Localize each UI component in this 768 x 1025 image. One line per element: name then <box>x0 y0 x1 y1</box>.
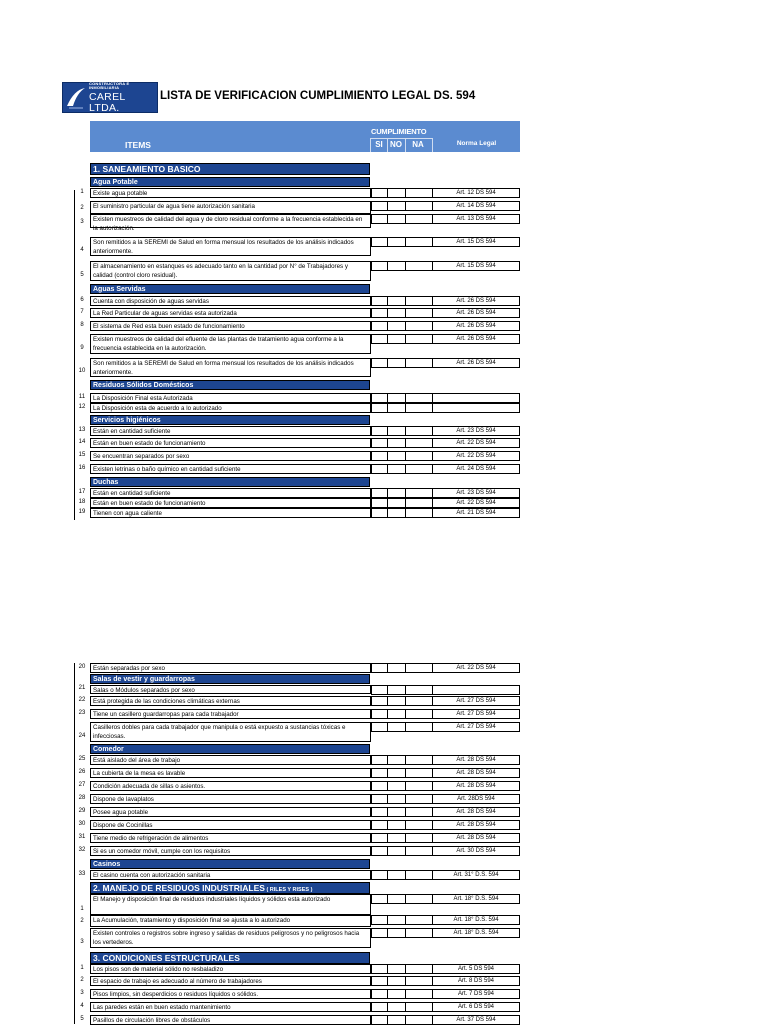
item-text: Los pisos son de material sólido no resbaladizo <box>90 964 371 974</box>
item-text: Pasillos de circulación libres de obstáculos <box>90 1015 371 1025</box>
cumplimiento-na-cell[interactable] <box>405 308 433 318</box>
cumplimiento-no-cell[interactable] <box>387 807 406 817</box>
item-text: Las paredes están en buen estado mantenimiento <box>90 1002 371 1012</box>
cumplimiento-no-cell[interactable] <box>387 976 406 986</box>
cumplimiento-na-cell[interactable] <box>405 755 433 765</box>
norma-legal-cell: Art. 12 DS 594 <box>432 188 520 198</box>
cumplimiento-si-cell[interactable] <box>371 393 388 403</box>
cumplimiento-na-cell[interactable] <box>405 393 433 403</box>
cumplimiento-si-cell[interactable] <box>371 709 388 719</box>
cumplimiento-si-cell[interactable] <box>371 334 388 344</box>
item-text: Tienen con agua caliente <box>90 508 371 518</box>
norma-legal-cell: Art. 14 DS 594 <box>432 201 520 211</box>
section-heading <box>90 163 370 175</box>
cumplimiento-no-cell[interactable] <box>387 403 406 413</box>
cumplimiento-na-cell[interactable] <box>405 928 433 938</box>
cumplimiento-no-cell[interactable] <box>387 488 406 498</box>
item-text: Si es un comedor móvil, cumple con los requisitos <box>90 846 371 856</box>
cumplimiento-si-cell[interactable] <box>371 451 388 461</box>
item-text: La Disposición esta de acuerdo a lo autorizado <box>90 403 371 413</box>
norma-legal-cell: Art. 27 DS 594 <box>432 722 520 732</box>
norma-legal-cell: Art. 28 DS 594 <box>432 755 520 765</box>
page-title: LISTA DE VERIFICACION CUMPLIMIENTO LEGAL DS. 594 <box>160 90 476 102</box>
item-text: Está protegida de las condiciones climáticas externas <box>90 696 371 706</box>
item-text: Existen controles o registros sobre ingreso y salidas de residuos peligrosos y no peligrosos hacia los vertederos. <box>90 928 371 948</box>
norma-legal-cell: Art. 27 DS 594 <box>432 696 520 706</box>
item-number: 5 <box>80 272 84 278</box>
item-text: Está aislado del área de trabajo <box>90 755 371 765</box>
cumplimiento-no-cell[interactable] <box>387 1015 406 1025</box>
cumplimiento-na-cell[interactable] <box>405 498 433 508</box>
heading-label: Residuos Sólidos Domésticos <box>93 382 194 389</box>
cumplimiento-no-cell[interactable] <box>387 237 406 247</box>
cumplimiento-na-cell[interactable] <box>405 508 433 518</box>
norma-legal-cell: Art. 26 DS 594 <box>432 358 520 368</box>
heading-label: Agua Potable <box>93 179 138 186</box>
item-text: El almacenamiento en estanques es adecuado tanto en la cantidad por N° de Trabajadores y calidad (control cloro residual). <box>90 261 371 281</box>
cumplimiento-na-cell[interactable] <box>405 321 433 331</box>
item-text: El espacio de trabajo es adecuado al número de trabajadores <box>90 976 371 986</box>
item-number: 3 <box>80 219 84 225</box>
cumplimiento-si-cell[interactable] <box>371 964 388 974</box>
item-text: Están en cantidad suficiente <box>90 426 371 436</box>
cumplimiento-si-cell[interactable] <box>371 696 388 706</box>
item-number: 1 <box>80 189 84 195</box>
item-text: La cubierta de la mesa es lavable <box>90 768 371 778</box>
cumplimiento-na-cell[interactable] <box>405 188 433 198</box>
item-number: 14 <box>78 439 86 445</box>
norma-legal-cell: Art. 5 DS 594 <box>432 964 520 974</box>
subsection-heading <box>90 744 370 754</box>
norma-legal-cell: Art. 7 DS 594 <box>432 989 520 999</box>
cumplimiento-si-cell[interactable] <box>371 261 388 271</box>
item-text: La Acumulación, tratamiento y disposición final se ajusta a lo autorizado <box>90 915 371 927</box>
cumplimiento-si-cell[interactable] <box>371 794 388 804</box>
cumplimiento-si-cell[interactable] <box>371 807 388 817</box>
cumplimiento-no-cell[interactable] <box>387 438 406 448</box>
cumplimiento-no-cell[interactable] <box>387 451 406 461</box>
cumplimiento-na-cell[interactable] <box>405 663 433 673</box>
item-text: Casilleros dobles para cada trabajador que manipula o está expuesto a sustancias tóxicas e infecciosas. <box>90 722 371 742</box>
item-number: 21 <box>78 685 86 691</box>
item-text: Cuenta con disposición de aguas servidas <box>90 296 371 306</box>
item-number: 27 <box>78 782 86 788</box>
cumplimiento-na-cell[interactable] <box>405 794 433 804</box>
norma-legal-cell: Art. 6 DS 594 <box>432 1002 520 1012</box>
item-text: Están en buen estado de funcionamiento <box>90 498 371 508</box>
cumplimiento-na-cell[interactable] <box>405 201 433 211</box>
heading-label: Duchas <box>93 479 119 486</box>
cumplimiento-si-cell[interactable] <box>371 870 388 880</box>
cumplimiento-no-cell[interactable] <box>387 768 406 778</box>
cumplimiento-na-cell[interactable] <box>405 296 433 306</box>
cumplimiento-na-cell[interactable] <box>405 870 433 880</box>
item-number: 5 <box>80 1016 84 1022</box>
cumplimiento-na-cell[interactable] <box>405 426 433 436</box>
cumplimiento-si-cell[interactable] <box>371 308 388 318</box>
item-number: 19 <box>78 509 86 515</box>
cumplimiento-no-cell[interactable] <box>387 261 406 271</box>
cumplimiento-na-cell[interactable] <box>405 894 433 904</box>
item-number: 15 <box>78 452 86 458</box>
norma-legal-cell: Art. 30 DS 594 <box>432 846 520 856</box>
subsection-heading <box>90 284 370 294</box>
item-number: 22 <box>78 697 86 703</box>
item-text: El sistema de Red esta buen estado de funcionamiento <box>90 321 371 331</box>
item-number: 17 <box>78 489 86 495</box>
cumplimiento-na-cell[interactable] <box>405 237 433 247</box>
cumplimiento-si-cell[interactable] <box>371 438 388 448</box>
cumplimiento-si-cell[interactable] <box>371 722 388 732</box>
norma-legal-cell <box>432 403 520 413</box>
item-number: 33 <box>78 871 86 877</box>
cumplimiento-na-cell[interactable] <box>405 438 433 448</box>
item-text: El Manejo y disposición final de residuos industriales líquidos y sólidos esta autorizado <box>90 894 371 915</box>
norma-legal-cell <box>432 685 520 695</box>
item-text: Están separadas por sexo <box>90 663 371 673</box>
item-text: Tiene un casillero guardarropas para cada trabajador <box>90 709 371 719</box>
cumplimiento-no-cell[interactable] <box>387 508 406 518</box>
heading-label: 1. SANEAMIENTO BASICO <box>93 164 201 174</box>
table-header <box>90 121 520 152</box>
cumplimiento-no-cell[interactable] <box>387 833 406 843</box>
cumplimiento-si-cell[interactable] <box>371 321 388 331</box>
item-number: 29 <box>78 808 86 814</box>
item-text: Se encuentran separados por sexo <box>90 451 371 461</box>
item-text: Tiene medio de refrigeración de alimentos <box>90 833 371 843</box>
item-number: 2 <box>80 205 84 211</box>
carel-logo-icon <box>63 84 89 111</box>
cumplimiento-na-cell[interactable] <box>405 976 433 986</box>
cumplimiento-no-cell[interactable] <box>387 755 406 765</box>
item-number: 6 <box>80 297 84 303</box>
cumplimiento-no-cell[interactable] <box>387 870 406 880</box>
cumplimiento-na-cell[interactable] <box>405 358 433 368</box>
norma-legal-cell: Art. 18° D.S. 594 <box>432 928 520 938</box>
cumplimiento-si-cell[interactable] <box>371 833 388 843</box>
cumplimiento-na-cell[interactable] <box>405 696 433 706</box>
cumplimiento-no-cell[interactable] <box>387 464 406 474</box>
item-number: 3 <box>80 939 84 945</box>
cumplimiento-si-cell[interactable] <box>371 488 388 498</box>
item-number: 8 <box>80 322 84 328</box>
cumplimiento-na-cell[interactable] <box>405 709 433 719</box>
cumplimiento-na-cell[interactable] <box>405 451 433 461</box>
item-number: 25 <box>78 756 86 762</box>
logo-subtitle: CONSTRUCTORA E INMOBILIARIA <box>89 81 130 90</box>
item-number: 1 <box>80 965 84 971</box>
item-text: Dispone de lavaplatos <box>90 794 371 804</box>
item-number: 20 <box>78 664 86 670</box>
cumplimiento-si-cell[interactable] <box>371 781 388 791</box>
cumplimiento-si-cell[interactable] <box>371 755 388 765</box>
cumplimiento-no-cell[interactable] <box>387 794 406 804</box>
item-number: 9 <box>80 345 84 351</box>
item-text: Condición adecuada de sillas o asientos. <box>90 781 371 791</box>
cumplimiento-si-cell[interactable] <box>371 685 388 695</box>
cumplimiento-si-cell[interactable] <box>371 768 388 778</box>
cumplimiento-na-cell[interactable] <box>405 488 433 498</box>
cumplimiento-si-cell[interactable] <box>371 498 388 508</box>
cumplimiento-si-cell[interactable] <box>371 976 388 986</box>
norma-legal-cell: Art. 18° D.S. 594 <box>432 894 520 904</box>
item-number: 12 <box>78 404 86 410</box>
cumplimiento-no-cell[interactable] <box>387 426 406 436</box>
cumplimiento-si-cell[interactable] <box>371 928 388 938</box>
item-text: El suministro particular de agua tiene autorización sanitaria <box>90 201 371 214</box>
subsection-heading <box>90 177 370 187</box>
cumplimiento-no-cell[interactable] <box>387 663 406 673</box>
item-number: 16 <box>78 465 86 471</box>
norma-legal-cell: Art. 8 DS 594 <box>432 976 520 986</box>
cumplimiento-no-cell[interactable] <box>387 820 406 830</box>
item-text: El casino cuenta con autorización sanitaria <box>90 870 371 880</box>
heading-label: 2. MANEJO DE RESIDUOS INDUSTRIALES <box>93 883 265 893</box>
header-na: NA <box>412 140 424 149</box>
norma-legal-cell: Art. 28 DS 594 <box>432 781 520 791</box>
heading-label: Salas de vestir y guardarropas <box>93 676 195 683</box>
item-number: 13 <box>78 427 86 433</box>
norma-legal-cell: Art. 26 DS 594 <box>432 308 520 318</box>
norma-legal-cell: Art. 26 DS 594 <box>432 321 520 331</box>
item-number: 32 <box>78 847 86 853</box>
cumplimiento-na-cell[interactable] <box>405 722 433 732</box>
item-number: 4 <box>80 247 84 253</box>
norma-legal-cell: Art. 28 DS 594 <box>432 807 520 817</box>
norma-legal-cell: Art. 28 DS 594 <box>432 833 520 843</box>
header-si: SI <box>375 140 383 149</box>
cumplimiento-na-cell[interactable] <box>405 846 433 856</box>
cumplimiento-no-cell[interactable] <box>387 928 406 938</box>
norma-legal-cell: Art. 23 DS 594 <box>432 488 520 498</box>
cumplimiento-si-cell[interactable] <box>371 296 388 306</box>
cumplimiento-no-cell[interactable] <box>387 296 406 306</box>
norma-legal-cell: Art. 24 DS 594 <box>432 464 520 474</box>
cumplimiento-si-cell[interactable] <box>371 201 388 211</box>
cumplimiento-no-cell[interactable] <box>387 201 406 211</box>
item-text: Posee agua potable <box>90 807 371 817</box>
norma-legal-cell: Art. 22 DS 594 <box>432 438 520 448</box>
cumplimiento-no-cell[interactable] <box>387 781 406 791</box>
cumplimiento-na-cell[interactable] <box>405 685 433 695</box>
item-text: Están en cantidad suficiente <box>90 488 371 498</box>
item-number: 1 <box>80 906 84 912</box>
item-number: 28 <box>78 795 86 801</box>
cumplimiento-si-cell[interactable] <box>371 358 388 368</box>
item-number: 24 <box>78 733 86 739</box>
cumplimiento-si-cell[interactable] <box>371 663 388 673</box>
norma-legal-cell: Art. 28 DS 594 <box>432 820 520 830</box>
heading-note: ( RILES Y RISES ) <box>264 887 313 893</box>
cumplimiento-no-cell[interactable] <box>387 989 406 999</box>
cumplimiento-na-cell[interactable] <box>405 1002 433 1012</box>
cumplimiento-si-cell[interactable] <box>371 820 388 830</box>
item-number: 10 <box>78 368 86 374</box>
item-number: 31 <box>78 834 86 840</box>
cumplimiento-na-cell[interactable] <box>405 820 433 830</box>
norma-legal-cell: Art. 28DS 594 <box>432 794 520 804</box>
logo-name: CAREL LTDA. <box>89 91 126 114</box>
item-text: Existen muestreos de calidad del efluente de las plantas de tratamiento agua conforme a la frecuencia establecida en la autorización. <box>90 334 371 354</box>
cumplimiento-si-cell[interactable] <box>371 894 388 904</box>
cumplimiento-no-cell[interactable] <box>387 308 406 318</box>
item-text: Son remitidos a la SEREMI de Salud en forma mensual los resultados de los análisis indicados anteriormente. <box>90 358 371 377</box>
cumplimiento-no-cell[interactable] <box>387 334 406 344</box>
heading-label: Casinos <box>93 861 121 868</box>
cumplimiento-si-cell[interactable] <box>371 1002 388 1012</box>
cumplimiento-si-cell[interactable] <box>371 464 388 474</box>
cumplimiento-si-cell[interactable] <box>371 989 388 999</box>
cumplimiento-na-cell[interactable] <box>405 334 433 344</box>
norma-legal-cell: Art. 21 DS 594 <box>432 508 520 518</box>
heading-label: Comedor <box>93 746 124 753</box>
cumplimiento-no-cell[interactable] <box>387 964 406 974</box>
item-number: 2 <box>80 918 84 924</box>
item-number: 11 <box>78 394 86 400</box>
norma-legal-cell: Art. 22 DS 594 <box>432 498 520 508</box>
cumplimiento-si-cell[interactable] <box>371 1015 388 1025</box>
header-norma-legal: Norma Legal <box>456 140 497 147</box>
norma-legal-cell: Art. 31° D.S. 594 <box>432 870 520 880</box>
item-number: 30 <box>78 821 86 827</box>
item-text: Pisos limpios, sin desperdicios o residuos líquidos o sólidos. <box>90 989 371 999</box>
cumplimiento-no-cell[interactable] <box>387 214 406 224</box>
header-items: ITEMS <box>125 140 151 150</box>
norma-legal-cell: Art. 18° D.S. 594 <box>432 915 520 925</box>
cumplimiento-na-cell[interactable] <box>405 214 433 224</box>
item-text: La Disposición Final esta Autorizada <box>90 393 371 403</box>
cumplimiento-na-cell[interactable] <box>405 781 433 791</box>
item-text: La Red Particular de aguas servidas esta autorizada <box>90 308 371 318</box>
cumplimiento-na-cell[interactable] <box>405 403 433 413</box>
item-number: 7 <box>80 309 84 315</box>
cumplimiento-si-cell[interactable] <box>371 846 388 856</box>
cumplimiento-si-cell[interactable] <box>371 915 388 925</box>
subsection-heading <box>90 415 370 425</box>
cumplimiento-si-cell[interactable] <box>371 403 388 413</box>
cumplimiento-no-cell[interactable] <box>387 358 406 368</box>
heading-label: 3. CONDICIONES ESTRUCTURALES <box>93 953 240 963</box>
item-text: Están en buen estado de funcionamiento <box>90 438 371 448</box>
cumplimiento-si-cell[interactable] <box>371 214 388 224</box>
cumplimiento-no-cell[interactable] <box>387 709 406 719</box>
cumplimiento-no-cell[interactable] <box>387 894 406 904</box>
item-text: Existen letrinas o baño químico en cantidad suficiente <box>90 464 371 474</box>
subsection-heading <box>90 380 370 390</box>
item-text: Existen muestreos de calidad del agua y de cloro residual conforme a la frecuencia establecida en la autorización. <box>90 214 371 228</box>
heading-label: Servicios higiénicos <box>93 417 161 424</box>
cumplimiento-no-cell[interactable] <box>387 846 406 856</box>
heading-label: Aguas Servidas <box>93 286 146 293</box>
cumplimiento-no-cell[interactable] <box>387 685 406 695</box>
item-text: Existe agua potable <box>90 188 371 198</box>
header-no: NO <box>390 140 402 149</box>
subsection-heading <box>90 859 370 869</box>
cumplimiento-na-cell[interactable] <box>405 1015 433 1025</box>
cumplimiento-si-cell[interactable] <box>371 237 388 247</box>
section-heading <box>90 882 370 894</box>
item-number: 4 <box>80 1003 84 1009</box>
norma-legal-cell: Art. 13 DS 594 <box>432 214 520 224</box>
norma-legal-cell: Art. 26 DS 594 <box>432 334 520 344</box>
cumplimiento-na-cell[interactable] <box>405 768 433 778</box>
item-number: 18 <box>78 499 86 505</box>
cumplimiento-na-cell[interactable] <box>405 964 433 974</box>
cumplimiento-no-cell[interactable] <box>387 1002 406 1012</box>
cumplimiento-no-cell[interactable] <box>387 722 406 732</box>
norma-legal-cell: Art. 28 DS 594 <box>432 768 520 778</box>
norma-legal-cell: Art. 27 DS 594 <box>432 709 520 719</box>
cumplimiento-no-cell[interactable] <box>387 321 406 331</box>
cumplimiento-no-cell[interactable] <box>387 696 406 706</box>
norma-legal-cell: Art. 22 DS 594 <box>432 451 520 461</box>
cumplimiento-si-cell[interactable] <box>371 426 388 436</box>
norma-legal-cell: Art. 37 DS 594 <box>432 1015 520 1025</box>
cumplimiento-na-cell[interactable] <box>405 261 433 271</box>
item-number: 3 <box>80 990 84 996</box>
item-number: 23 <box>78 710 86 716</box>
cumplimiento-no-cell[interactable] <box>387 498 406 508</box>
section-heading <box>90 952 370 964</box>
cumplimiento-no-cell[interactable] <box>387 188 406 198</box>
cumplimiento-na-cell[interactable] <box>405 915 433 925</box>
item-number: 26 <box>78 769 86 775</box>
header-divider <box>371 138 433 139</box>
norma-legal-cell: Art. 22 DS 594 <box>432 663 520 673</box>
cumplimiento-no-cell[interactable] <box>387 393 406 403</box>
item-text: Dispone de Cocinillas <box>90 820 371 830</box>
item-text: Salas o Módulos separados por sexo <box>90 685 371 694</box>
subsection-heading <box>90 674 370 684</box>
norma-legal-cell <box>432 393 520 403</box>
cumplimiento-no-cell[interactable] <box>387 915 406 925</box>
item-text: Son remitidos a la SEREMI de Salud en forma mensual los resultados de los análisis indicados anteriormente. <box>90 237 371 256</box>
cumplimiento-na-cell[interactable] <box>405 833 433 843</box>
norma-legal-cell: Art. 23 DS 594 <box>432 426 520 436</box>
norma-legal-cell: Art. 15 DS 594 <box>432 261 520 271</box>
company-logo <box>62 82 158 113</box>
header-cumplimiento: CUMPLIMIENTO <box>371 127 427 136</box>
cumplimiento-na-cell[interactable] <box>405 807 433 817</box>
cumplimiento-si-cell[interactable] <box>371 508 388 518</box>
header-divider <box>405 138 406 152</box>
cumplimiento-na-cell[interactable] <box>405 464 433 474</box>
cumplimiento-na-cell[interactable] <box>405 989 433 999</box>
subsection-heading <box>90 477 370 487</box>
item-number: 2 <box>80 977 84 983</box>
norma-legal-cell: Art. 15 DS 594 <box>432 237 520 247</box>
cumplimiento-si-cell[interactable] <box>371 188 388 198</box>
norma-legal-cell: Art. 26 DS 594 <box>432 296 520 306</box>
